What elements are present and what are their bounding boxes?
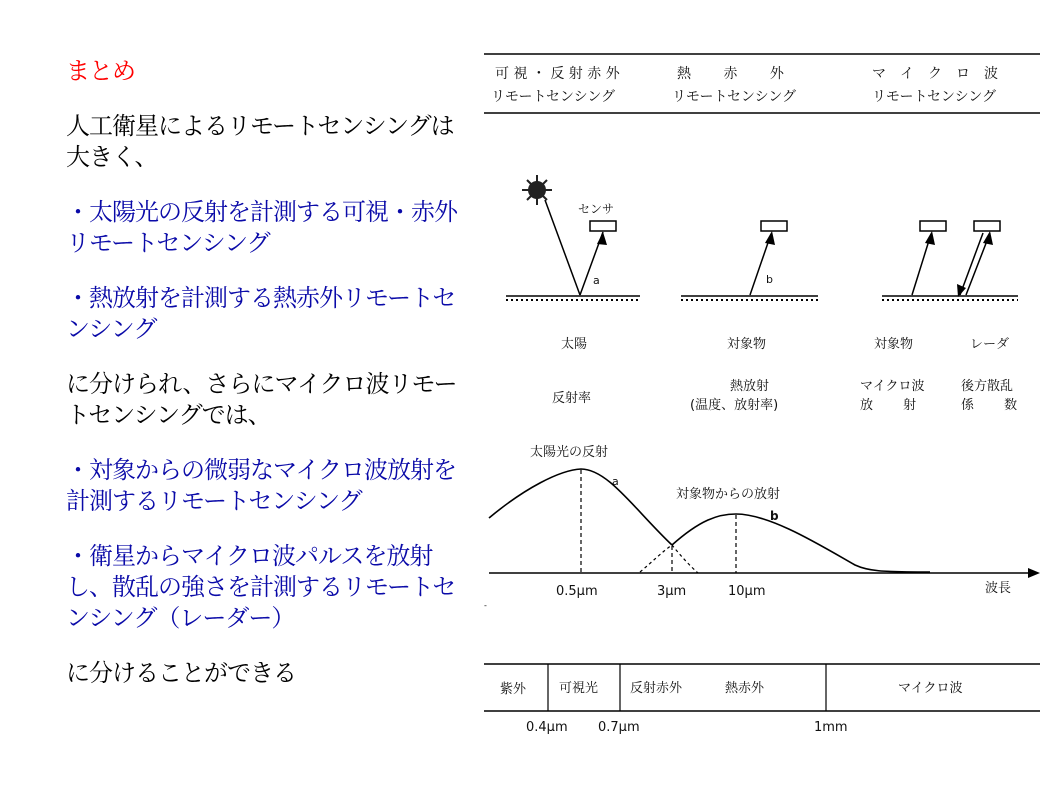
quantity-thermal-line1: 熱放射 (730, 379, 770, 394)
label-b-ray: b (766, 273, 773, 286)
curve-b-head (640, 545, 672, 572)
axis-label: 波長 (985, 581, 1012, 596)
band-uv: 紫外 (500, 682, 527, 697)
ground-1 (506, 296, 640, 300)
axis-arrow-icon (1028, 568, 1040, 578)
quantity-reflectance: 反射率 (552, 391, 592, 406)
header-3-line2: リモートセンシング (872, 89, 997, 105)
header-2-line2: リモートセンシング (672, 89, 797, 105)
radar-icon (974, 221, 1000, 231)
source-object-1: 対象物 (727, 337, 767, 352)
ground-3 (882, 296, 1018, 300)
band-tick-0-7um: 0.7μm (598, 720, 640, 735)
curve-a-title: 太陽光の反射 (530, 445, 609, 460)
tick-10um: 10μm (728, 584, 766, 599)
incident-ray (545, 200, 580, 295)
curve-b-title: 対象物からの放射 (676, 487, 781, 502)
bullet-passive-microwave: ・対象からの微弱なマイクロ波放射を計測するリモートセンシング (66, 456, 457, 515)
intro-text: 人工衛星によるリモートセンシングは大きく、 (66, 112, 454, 171)
radar-pulse-out (960, 233, 983, 295)
quantity-thermal-line2: (温度、放射率) (690, 398, 779, 413)
band-visible: 可視光 (559, 681, 599, 696)
label-a-ray: a (593, 274, 600, 287)
tick-0-5um: 0.5μm (556, 584, 598, 599)
ground-2 (681, 296, 818, 300)
bullet-radar: ・衛星からマイクロ波パルスを放射し、散乱の強さを計測するリモートセンシング（レーダー） (66, 542, 456, 632)
sensor-icon-1 (590, 221, 616, 231)
source-sun: 太陽 (561, 337, 588, 352)
band-tick-1mm: 1mm (814, 720, 848, 735)
quantity-backscatter-line1: 後方散乱 (961, 379, 1014, 394)
sensor-icon-2 (761, 221, 787, 231)
curve-b-letter: b (770, 509, 779, 523)
svg-text:-: - (484, 601, 487, 610)
curve-a-tail (672, 545, 698, 573)
source-radar: レーダ (970, 337, 1010, 352)
sun-icon (522, 175, 552, 205)
sensor-label: センサ (578, 202, 615, 216)
quantity-mw-line2: 放 射 (860, 398, 917, 413)
header-1-line1: 可 視 ・ 反 射 赤 外 (495, 66, 620, 82)
outro-text: に分けることができる (66, 659, 296, 687)
band-reflective-ir: 反射赤外 (630, 681, 683, 696)
slide-title: まとめ (66, 57, 135, 85)
quantity-backscatter-line2: 係 数 (961, 398, 1018, 413)
header-3-line1: マ イ ク ロ 波 (872, 66, 998, 82)
header-1-line2: リモートセンシング (491, 89, 616, 105)
quantity-mw-line1: マイクロ波 (860, 379, 925, 394)
bullet-thermal-ir: ・熱放射を計測する熱赤外リモートセンシング (66, 284, 456, 343)
curve-a-letter: a (612, 475, 619, 488)
bullet-visible-ir: ・太陽光の反射を計測する可視・赤外リモートセンシング (66, 198, 457, 257)
band-tick-0-4um: 0.4μm (526, 720, 568, 735)
source-object-2: 対象物 (874, 337, 914, 352)
band-thermal-ir: 熱赤外 (725, 681, 765, 696)
sensor-icon-3 (920, 221, 946, 231)
header-2-line1: 熱 赤 外 (677, 66, 784, 82)
band-microwave: マイクロ波 (898, 681, 963, 696)
tick-3um: 3μm (657, 584, 687, 599)
middle-text: に分けられ、さらにマイクロ波リモートセンシングでは、 (66, 370, 457, 429)
curve-b-solid (672, 514, 930, 572)
